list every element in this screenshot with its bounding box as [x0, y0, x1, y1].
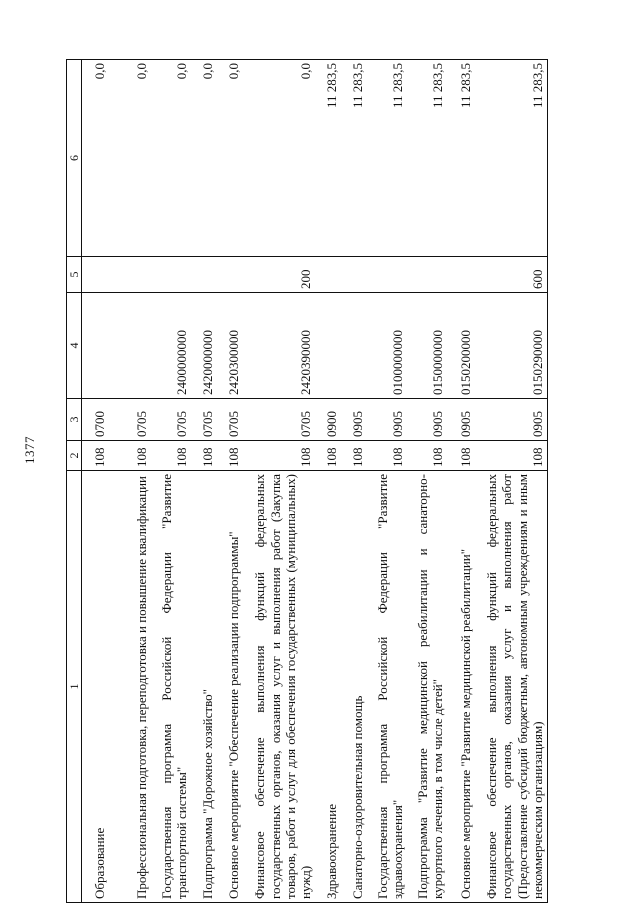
rotated-table-wrapper: [66, 60, 581, 903]
row-name-cell: Профессиональная подготовка, переподготовка и повышение квалификации: [110, 471, 152, 903]
column-header: 4: [67, 293, 82, 399]
row-section-cell: 0905: [368, 399, 408, 441]
row-name-cell: Подпрограмма "Дорожное хозяйство": [192, 471, 218, 903]
row-target-article-cell: 2420000000: [192, 293, 218, 399]
row-amount-cell: 0,0: [218, 60, 244, 257]
table-row: [152, 60, 192, 903]
row-expense-type-cell: [110, 257, 152, 293]
row-code-cell: 108: [152, 441, 192, 471]
row-target-article-cell: [82, 293, 110, 399]
row-code-cell: 108: [110, 441, 152, 471]
row-section-cell: 0705: [244, 399, 316, 441]
row-code-cell: 108: [82, 441, 110, 471]
table-row: [316, 60, 342, 903]
row-amount-cell: 0,0: [152, 60, 192, 257]
row-name-cell: Санаторно-оздоровительная помощь: [342, 471, 368, 903]
table-row: [192, 60, 218, 903]
row-name-cell: Государственная программа Российской Федерации "Развитие здравоохранения": [368, 471, 408, 903]
row-name-cell: Государственная программа Российской Федерации "Развитие транспортной системы": [152, 471, 192, 903]
page-number: 1377: [22, 436, 37, 464]
row-code-cell: 108: [192, 441, 218, 471]
row-name-cell: Основное мероприятие "Развитие медицинской реабилитации": [448, 471, 476, 903]
row-amount-cell: 0,0: [244, 60, 316, 257]
row-expense-type-cell: [368, 257, 408, 293]
row-name-cell: Финансовое обеспечение выполнения функций федеральных государственных органов, оказания услуг и выполнения работ (Предоставление субсидий бюджетным, автономным учреждениям и иным некоммерческим организациям): [476, 471, 548, 903]
row-amount-cell: 11 283,5: [408, 60, 448, 257]
row-section-cell: 0705: [152, 399, 192, 441]
row-amount-cell: 11 283,5: [448, 60, 476, 257]
column-header: 6: [67, 60, 82, 257]
row-expense-type-cell: [152, 257, 192, 293]
row-code-cell: 108: [316, 441, 342, 471]
table-row: [82, 60, 110, 903]
row-target-article-cell: 2420390000: [244, 293, 316, 399]
row-expense-type-cell: [82, 257, 110, 293]
row-target-article-cell: [110, 293, 152, 399]
row-name-cell: Основное мероприятие "Обеспечение реализации подпрограммы": [218, 471, 244, 903]
row-target-article-cell: 2420300000: [218, 293, 244, 399]
row-target-article-cell: 0100000000: [368, 293, 408, 399]
row-code-cell: 108: [368, 441, 408, 471]
row-section-cell: 0905: [448, 399, 476, 441]
row-section-cell: 0700: [82, 399, 110, 441]
row-amount-cell: 11 283,5: [342, 60, 368, 257]
row-expense-type-cell: [342, 257, 368, 293]
column-header: 1: [67, 471, 82, 903]
row-code-cell: 108: [342, 441, 368, 471]
table-row: [368, 60, 408, 903]
row-section-cell: 0705: [218, 399, 244, 441]
row-name-cell: Образование: [82, 471, 110, 903]
row-amount-cell: 0,0: [110, 60, 152, 257]
row-code-cell: 108: [476, 441, 548, 471]
table-row: [448, 60, 476, 903]
row-code-cell: 108: [448, 441, 476, 471]
row-name-cell: Здравоохранение: [316, 471, 342, 903]
row-expense-type-cell: 600: [476, 257, 548, 293]
row-name-cell: Подпрограмма "Развитие медицинской реабилитации и санаторно-курортного лечения, в том числе детей": [408, 471, 448, 903]
row-section-cell: 0705: [110, 399, 152, 441]
column-header: 2: [67, 441, 82, 471]
table-row: [110, 60, 152, 903]
row-expense-type-cell: [218, 257, 244, 293]
column-header: 3: [67, 399, 82, 441]
row-target-article-cell: [342, 293, 368, 399]
row-expense-type-cell: [316, 257, 342, 293]
row-amount-cell: 0,0: [82, 60, 110, 257]
header-row: [67, 60, 82, 903]
row-code-cell: 108: [408, 441, 448, 471]
row-section-cell: 0905: [342, 399, 368, 441]
row-amount-cell: 0,0: [192, 60, 218, 257]
table-row: [408, 60, 448, 903]
row-target-article-cell: 0150000000: [408, 293, 448, 399]
row-target-article-cell: 0150290000: [476, 293, 548, 399]
row-target-article-cell: 2400000000: [152, 293, 192, 399]
row-amount-cell: 11 283,5: [476, 60, 548, 257]
row-expense-type-cell: [408, 257, 448, 293]
row-code-cell: 108: [218, 441, 244, 471]
row-section-cell: 0905: [476, 399, 548, 441]
row-expense-type-cell: [192, 257, 218, 293]
row-section-cell: 0900: [316, 399, 342, 441]
table-row: [244, 60, 316, 903]
row-amount-cell: 11 283,5: [368, 60, 408, 257]
table-body: [82, 60, 548, 903]
table-row: [218, 60, 244, 903]
row-section-cell: 0905: [408, 399, 448, 441]
table-row: [476, 60, 548, 903]
row-target-article-cell: [316, 293, 342, 399]
column-header: 5: [67, 257, 82, 293]
row-target-article-cell: 0150200000: [448, 293, 476, 399]
row-expense-type-cell: 200: [244, 257, 316, 293]
row-expense-type-cell: [448, 257, 476, 293]
row-name-cell: Финансовое обеспечение выполнения функций федеральных государственных органов, оказания услуг и выполнения работ (Закупка товаров, работ и услуг для обеспечения государственных (муниципальных) нужд): [244, 471, 316, 903]
row-amount-cell: 11 283,5: [316, 60, 342, 257]
row-code-cell: 108: [244, 441, 316, 471]
budget-table: [66, 59, 548, 903]
row-section-cell: 0705: [192, 399, 218, 441]
table-row: [342, 60, 368, 903]
